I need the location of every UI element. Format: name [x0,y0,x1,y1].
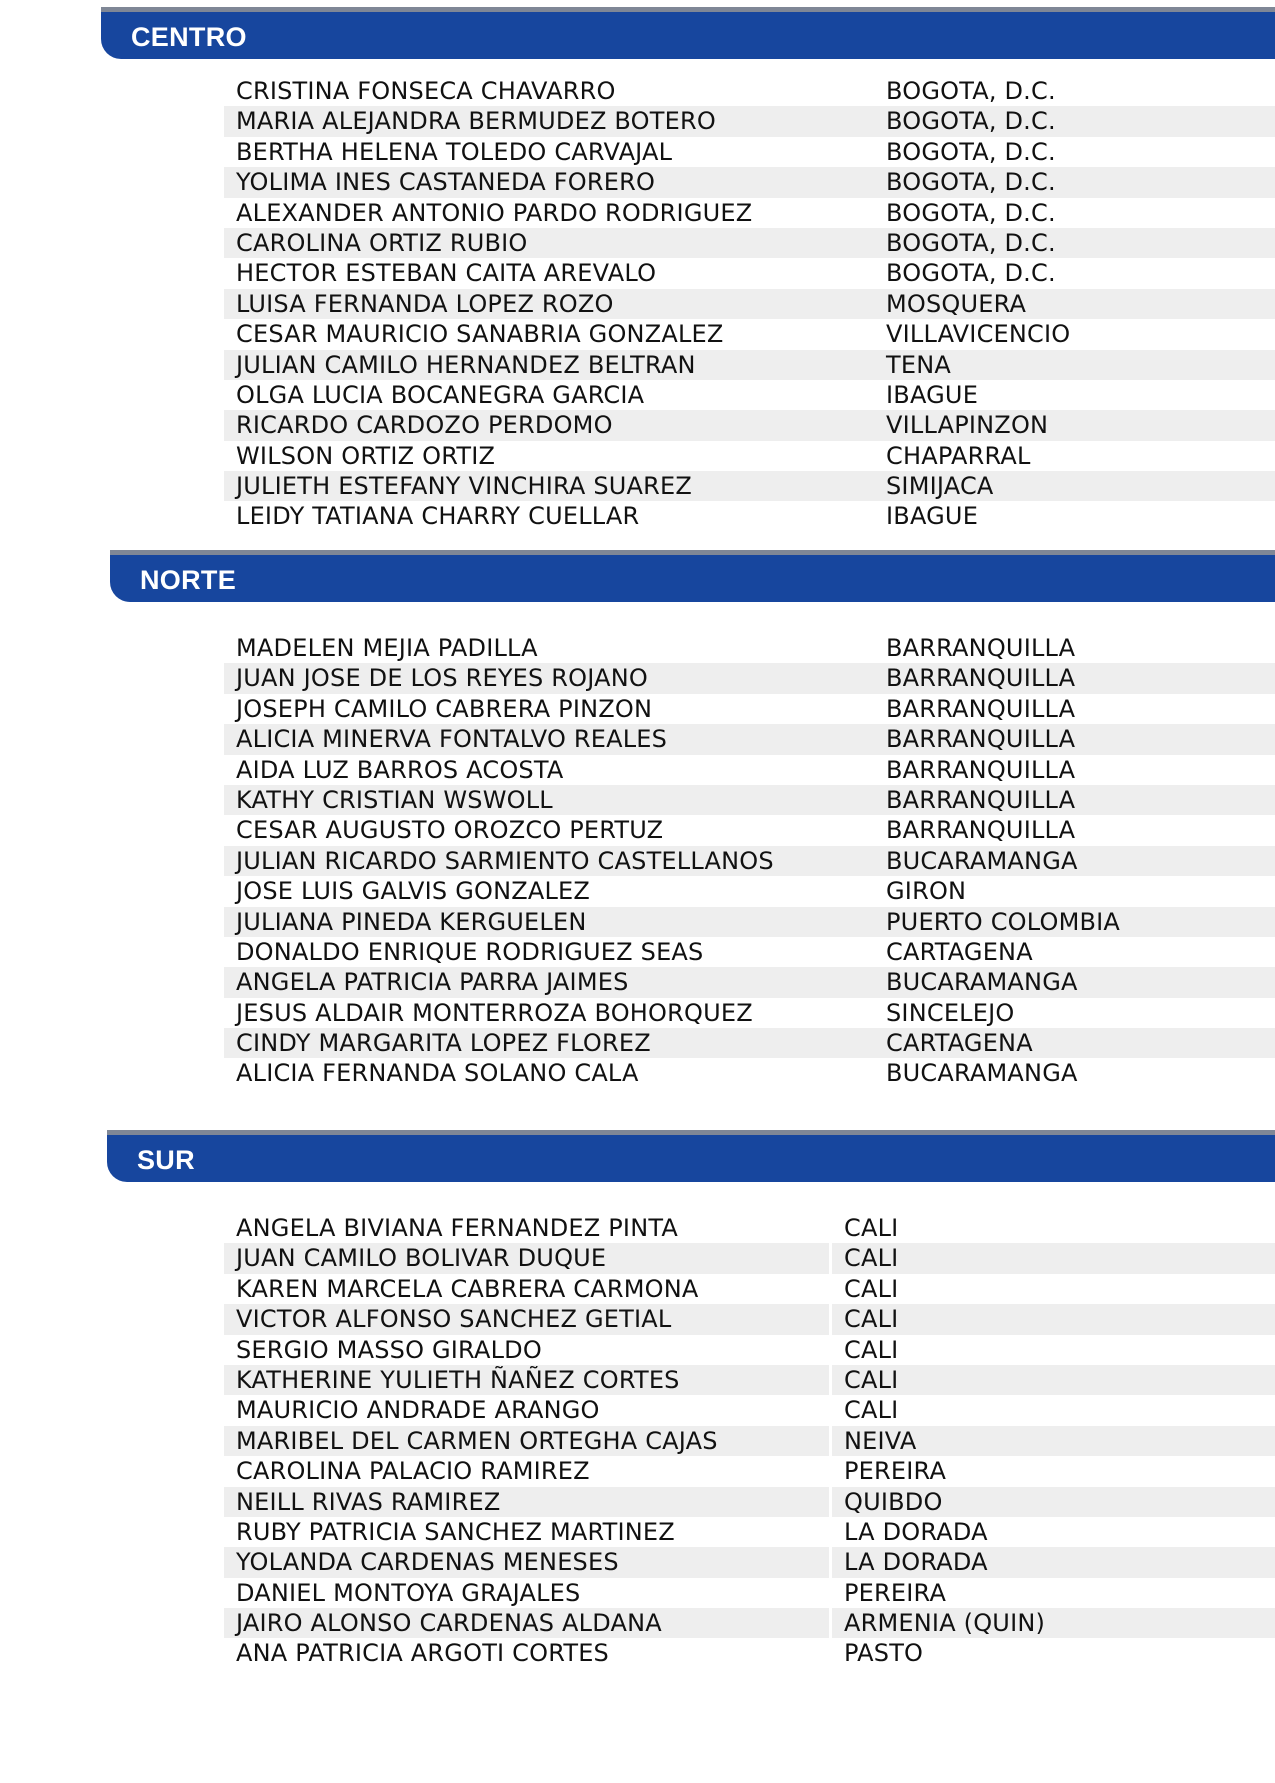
person-name: JUAN JOSE DE LOS REYES ROJANO [236,664,648,693]
person-name: RICARDO CARDOZO PERDOMO [236,411,613,440]
person-name: KAREN MARCELA CABRERA CARMONA [236,1274,699,1303]
table-row [224,663,1275,693]
table-row [224,1487,1275,1517]
person-name: CAROLINA PALACIO RAMIREZ [236,1457,590,1486]
table-row [224,1456,1275,1486]
city-name: BARRANQUILLA [874,785,1275,815]
person-name: AIDA LUZ BARROS ACOSTA [236,755,564,784]
person-name: MAURICIO ANDRADE ARANGO [236,1396,600,1425]
section-header [101,7,1275,59]
city-name: BOGOTA, D.C. [886,77,1056,105]
city-name: CALI [829,1213,1275,1243]
person-name: DONALDO ENRIQUE RODRIGUEZ SEAS [236,937,704,966]
table-row [224,1274,1275,1304]
city-name: PEREIRA [829,1578,1275,1608]
person-name: ALICIA FERNANDA SOLANO CALA [236,1059,639,1088]
city-name: SIMIJACA [874,471,1275,501]
person-name: ANGELA PATRICIA PARRA JAIMES [236,968,629,997]
city-name: CALI [829,1274,1275,1304]
person-name: JOSE LUIS GALVIS GONZALEZ [236,877,591,906]
table-row [224,198,1275,228]
city-name: BARRANQUILLA [886,634,1076,662]
city-name: CALI [829,1395,1275,1425]
table-row [224,471,1275,501]
person-name: HECTOR ESTEBAN CAITA AREVALO [236,259,657,288]
table-row [224,907,1275,937]
table-row [224,228,1275,258]
city-name: QUIBDO [829,1487,1275,1517]
table-row [224,846,1275,876]
person-name: BERTHA HELENA TOLEDO CARVAJAL [236,137,673,166]
table-row [224,501,1275,531]
city-name: BARRANQUILLA [874,724,1275,754]
person-name: CAROLINA ORTIZ RUBIO [236,228,528,257]
city-name: BARRANQUILLA [886,755,1076,784]
city-name: IBAGUE [886,502,979,531]
table-row [224,441,1275,471]
city-name: BOGOTA, D.C. [874,228,1275,258]
city-name: PEREIRA [829,1456,1275,1486]
city-name: BUCARAMANGA [874,967,1275,997]
table-row [224,1578,1275,1608]
city-name: TENA [874,350,1275,380]
roster-table [224,76,1275,532]
table-row [224,724,1275,754]
city-name: VILLAVICENCIO [886,320,1071,349]
city-name: LA DORADA [829,1517,1275,1547]
table-row [224,1547,1275,1577]
city-name: BOGOTA, D.C. [886,198,1056,227]
city-name: BARRANQUILLA [886,816,1076,845]
section-header [107,1130,1275,1182]
city-name: BOGOTA, D.C. [874,106,1275,136]
person-name: WILSON ORTIZ ORTIZ [236,441,496,470]
person-name: CESAR AUGUSTO OROZCO PERTUZ [236,816,664,845]
city-name: NEIVA [829,1426,1275,1456]
table-row [224,937,1275,967]
table-row [224,967,1275,997]
table-row [224,380,1275,410]
table-row [224,1517,1275,1547]
table-row [224,258,1275,288]
person-name: ANA PATRICIA ARGOTI CORTES [236,1639,609,1668]
table-row [224,1395,1275,1425]
person-name: JULIETH ESTEFANY VINCHIRA SUAREZ [236,472,693,501]
table-row [224,106,1275,136]
table-row [224,1638,1275,1668]
table-row [224,1243,1275,1273]
table-row [224,755,1275,785]
city-name: IBAGUE [886,380,979,409]
person-name: CINDY MARGARITA LOPEZ FLOREZ [236,1029,651,1058]
table-row [224,1608,1275,1638]
roster-table [224,633,1275,1089]
table-row [224,998,1275,1028]
city-name: CARTAGENA [874,1028,1275,1058]
person-name: KATHERINE YULIETH ÑAÑEZ CORTES [236,1365,680,1394]
person-name: VICTOR ALFONSO SANCHEZ GETIAL [236,1305,672,1334]
city-name: BARRANQUILLA [874,663,1275,693]
table-row [224,1028,1275,1058]
city-name: CALI [829,1335,1275,1365]
table-row [224,319,1275,349]
city-name: BOGOTA, D.C. [874,167,1275,197]
table-row [224,876,1275,906]
person-name: JUAN CAMILO BOLIVAR DUQUE [236,1244,607,1273]
person-name: LEIDY TATIANA CHARRY CUELLAR [236,502,640,531]
person-name: LUISA FERNANDA LOPEZ ROZO [236,289,614,318]
table-row [224,137,1275,167]
table-row [224,167,1275,197]
city-name: BOGOTA, D.C. [886,259,1056,288]
person-name: JESUS ALDAIR MONTERROZA BOHORQUEZ [236,998,753,1027]
person-name: DANIEL MONTOYA GRAJALES [236,1578,581,1607]
person-name: JAIRO ALONSO CARDENAS ALDANA [236,1609,662,1638]
table-row [224,1058,1275,1088]
city-name: CARTAGENA [886,937,1033,966]
section-title: NORTE [140,565,236,595]
roster-table [224,1213,1275,1669]
person-name: CRISTINA FONSECA CHAVARRO [236,77,616,105]
person-name: MARIA ALEJANDRA BERMUDEZ BOTERO [236,107,716,136]
table-row [224,694,1275,724]
table-row [224,633,1275,663]
city-name: CHAPARRAL [886,441,1031,470]
section-header [110,550,1275,602]
person-name: YOLIMA INES CASTANEDA FORERO [236,168,656,197]
person-name: MARIBEL DEL CARMEN ORTEGHA CAJAS [236,1426,718,1455]
person-name: MADELEN MEJIA PADILLA [236,634,538,662]
person-name: JOSEPH CAMILO CABRERA PINZON [236,694,653,723]
person-name: RUBY PATRICIA SANCHEZ MARTINEZ [236,1517,675,1546]
person-name: SERGIO MASSO GIRALDO [236,1335,542,1364]
person-name: YOLANDA CARDENAS MENESES [236,1548,619,1577]
city-name: BOGOTA, D.C. [886,137,1056,166]
city-name: BUCARAMANGA [886,1059,1078,1088]
table-row [224,1426,1275,1456]
city-name: PUERTO COLOMBIA [874,907,1275,937]
city-name: ARMENIA (QUIN) [829,1608,1275,1638]
table-row [224,1304,1275,1334]
section-title: CENTRO [131,22,247,52]
city-name: BARRANQUILLA [886,694,1076,723]
table-row [224,815,1275,845]
table-row [224,1213,1275,1243]
city-name: CALI [829,1304,1275,1334]
person-name: ALICIA MINERVA FONTALVO REALES [236,725,668,754]
city-name: MOSQUERA [874,289,1275,319]
city-name: VILLAPINZON [874,410,1275,440]
person-name: KATHY CRISTIAN WSWOLL [236,785,553,814]
table-row [224,350,1275,380]
city-name: LA DORADA [829,1547,1275,1577]
table-row [224,785,1275,815]
city-name: CALI [829,1243,1275,1273]
person-name: OLGA LUCIA BOCANEGRA GARCIA [236,380,645,409]
city-name: BUCARAMANGA [874,846,1275,876]
table-row [224,1365,1275,1395]
city-name: SINCELEJO [886,998,1015,1027]
table-row [224,410,1275,440]
city-name: GIRON [886,877,967,906]
person-name: CESAR MAURICIO SANABRIA GONZALEZ [236,320,724,349]
person-name: JULIAN CAMILO HERNANDEZ BELTRAN [236,350,696,379]
person-name: ANGELA BIVIANA FERNANDEZ PINTA [236,1214,678,1242]
person-name: NEILL RIVAS RAMIREZ [236,1487,501,1516]
section-title: SUR [137,1145,195,1175]
table-row [224,76,1275,106]
city-name: CALI [829,1365,1275,1395]
person-name: ALEXANDER ANTONIO PARDO RODRIGUEZ [236,198,753,227]
table-row [224,1335,1275,1365]
table-row [224,289,1275,319]
person-name: JULIANA PINEDA KERGUELEN [236,907,587,936]
city-name: PASTO [829,1638,1275,1668]
person-name: JULIAN RICARDO SARMIENTO CASTELLANOS [236,846,774,875]
